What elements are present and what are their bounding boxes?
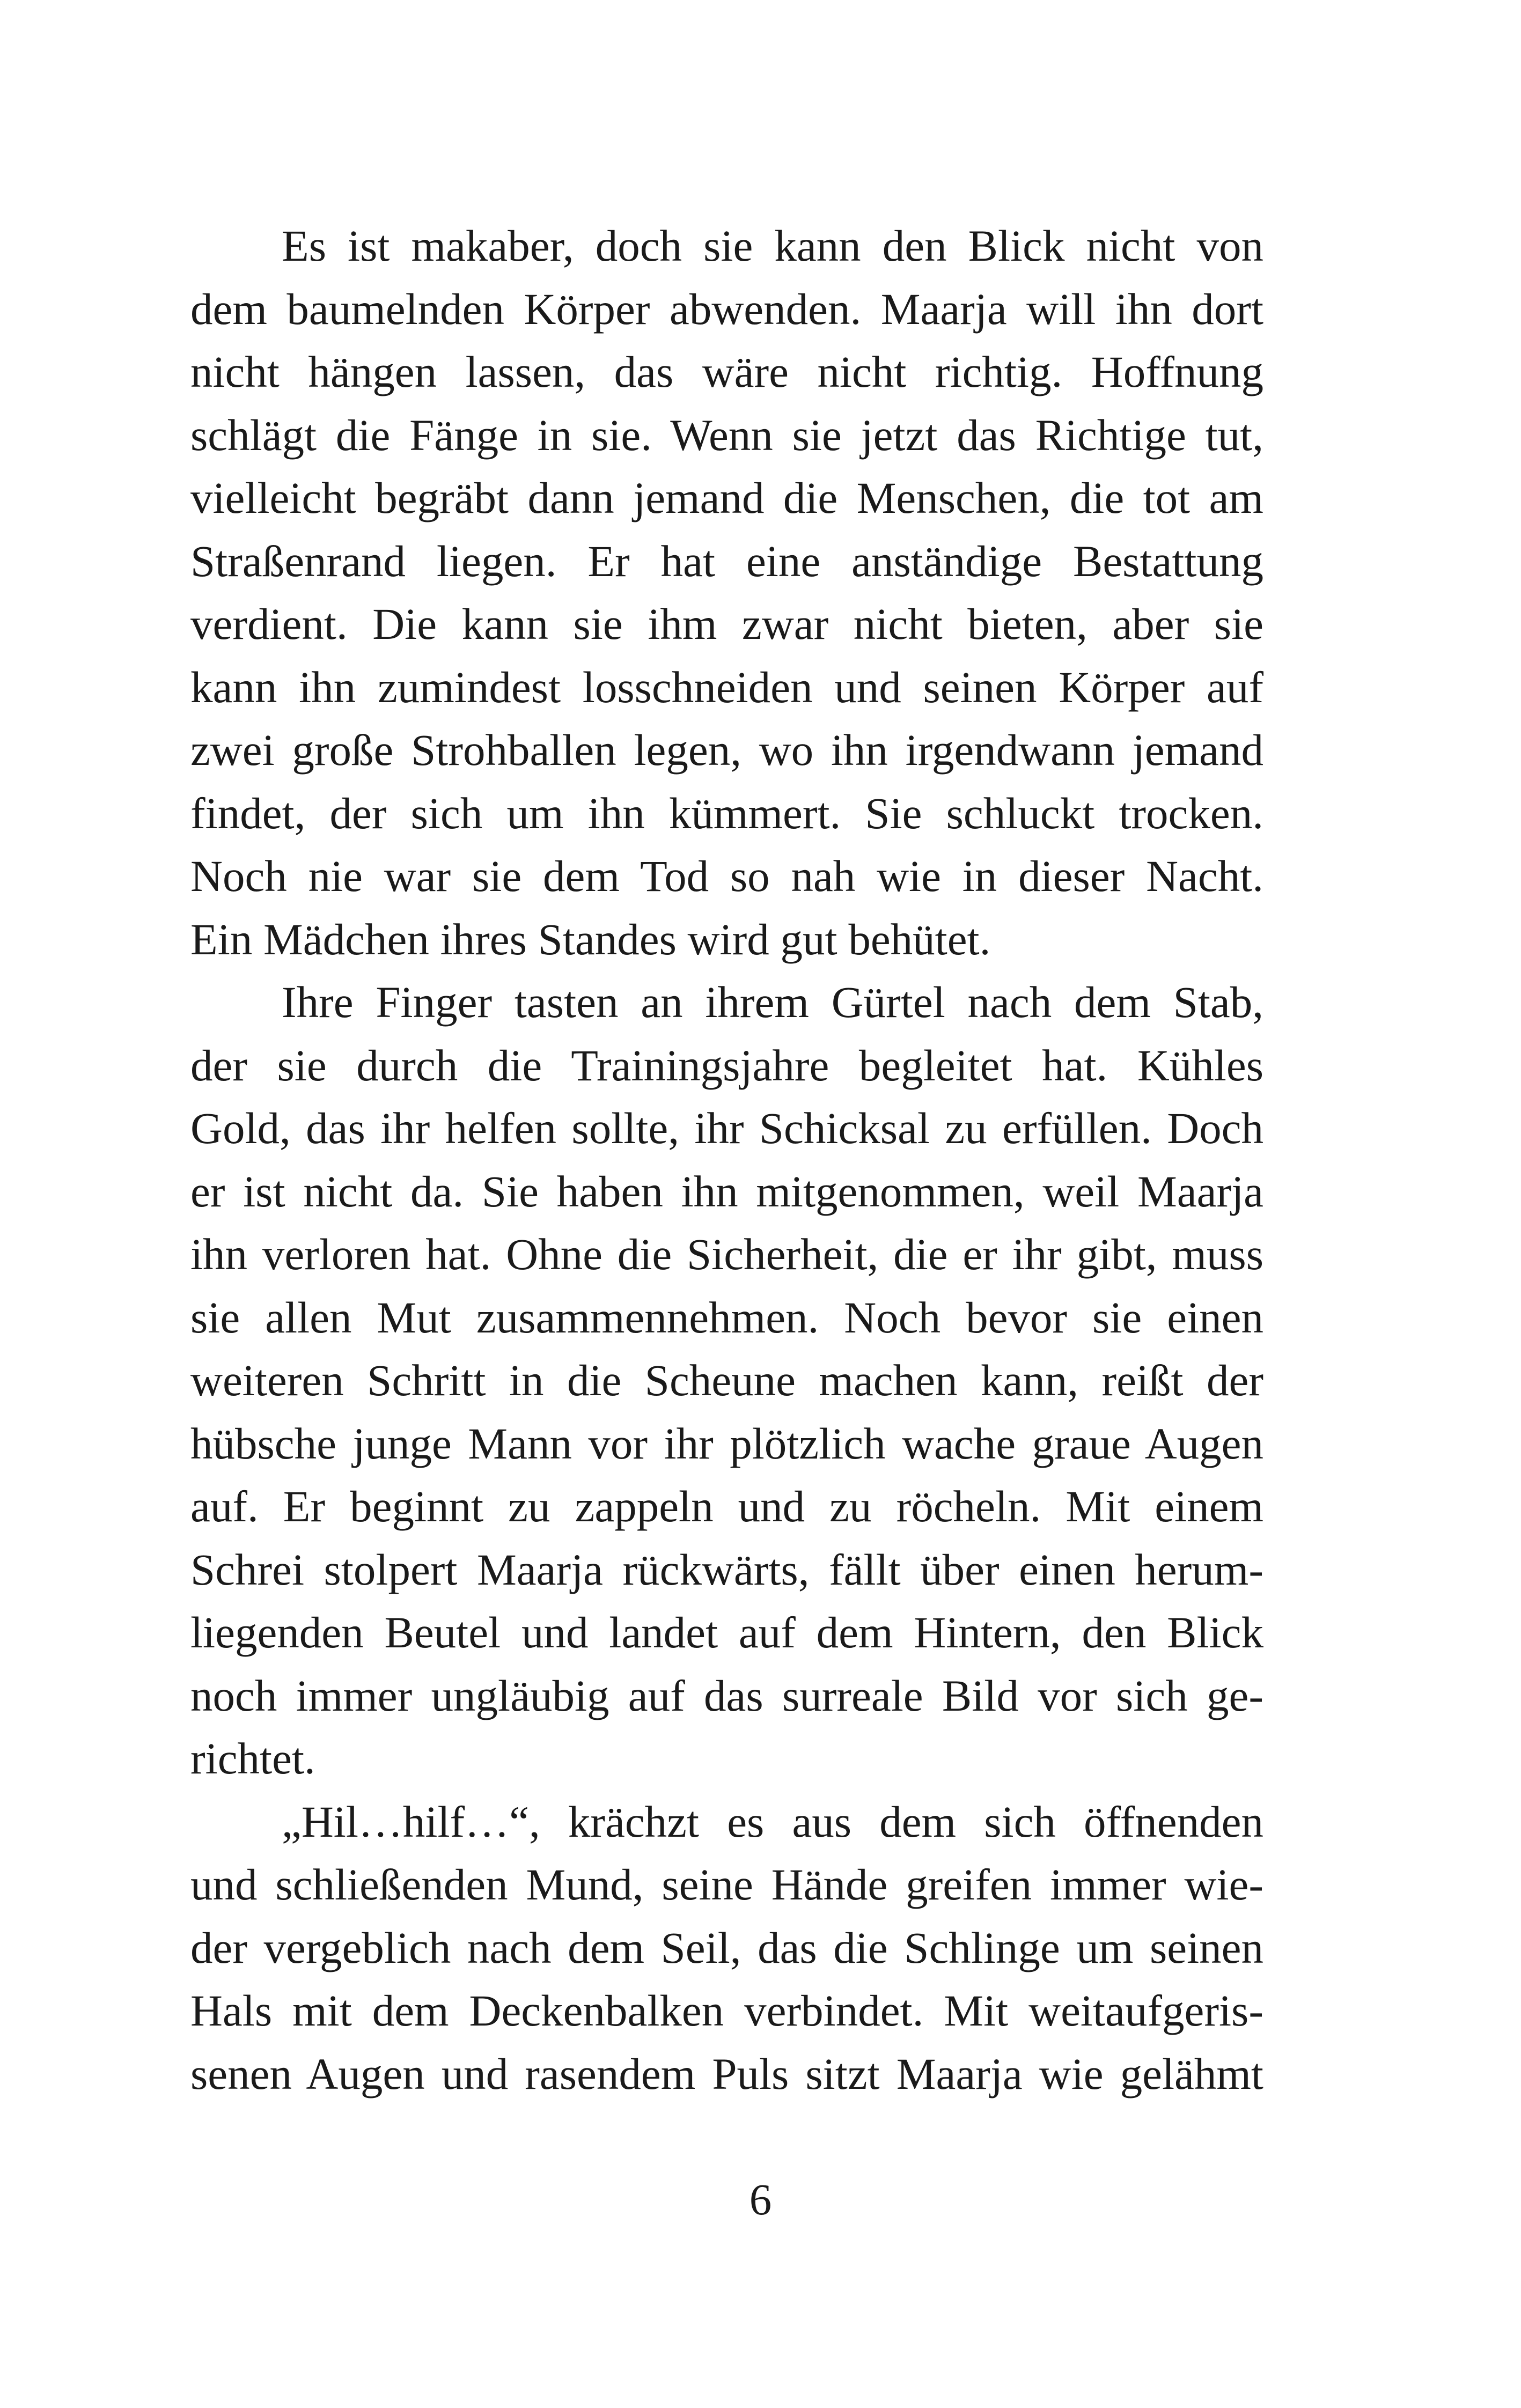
text-line: findet, der sich um ihn kümmert. Sie schluckt trocken.: [190, 788, 1263, 838]
text-line: „Hil…hilf…“, krächzt es aus dem sich öffnenden: [282, 1796, 1263, 1846]
text-line: hübsche junge Mann vor ihr plötzlich wache graue Augen: [190, 1418, 1263, 1468]
text-line: und schließenden Mund, seine Hände greifen immer wie-: [190, 1860, 1263, 1909]
page-number: 6: [749, 2175, 772, 2224]
text-line: vielleicht begräbt dann jemand die Menschen, die tot am: [190, 473, 1263, 522]
text-line: Ihre Finger tasten an ihrem Gürtel nach dem Stab,: [282, 977, 1263, 1027]
text-line: Straßenrand liegen. Er hat eine anständige Bestattung: [190, 536, 1263, 586]
text-line: ihn verloren hat. Ohne die Sicherheit, die er ihr gibt, muss: [190, 1229, 1263, 1279]
text-line: auf. Er beginnt zu zappeln und zu röcheln. Mit einem: [190, 1482, 1263, 1531]
text-line: weiteren Schritt in die Scheune machen kann, reißt der: [190, 1356, 1263, 1405]
text-line: liegenden Beutel und landet auf dem Hintern, den Blick: [190, 1608, 1263, 1657]
text-line: Ein Mädchen ihres Standes wird gut behütet.: [190, 914, 991, 964]
text-line: Gold, das ihr helfen sollte, ihr Schicksal zu erfüllen. Doch: [190, 1103, 1263, 1153]
text-line: er ist nicht da. Sie haben ihn mitgenommen, weil Maarja: [190, 1166, 1263, 1216]
text-line: sie allen Mut zusammennehmen. Noch bevor sie einen: [190, 1292, 1263, 1342]
text-line: dem baumelnden Körper abwenden. Maarja will ihn dort: [190, 284, 1263, 334]
text-line: Es ist makaber, doch sie kann den Blick nicht von: [282, 221, 1263, 270]
text-line: noch immer ungläubig auf das surreale Bild vor sich ge-: [190, 1670, 1263, 1720]
text-line: Schrei stolpert Maarja rückwärts, fällt über einen herum-: [190, 1544, 1263, 1594]
text-line: der sie durch die Trainingsjahre begleitet hat. Kühles: [190, 1040, 1263, 1090]
text-line: richtet.: [190, 1734, 315, 1783]
body-text: [190, 215, 1263, 2105]
text-line: Noch nie war sie dem Tod so nah wie in dieser Nacht.: [190, 851, 1263, 901]
text-line: schlägt die Fänge in sie. Wenn sie jetzt das Richtige tut,: [190, 410, 1263, 460]
text-line: kann ihn zumindest losschneiden und seinen Körper auf: [190, 662, 1263, 712]
text-line: zwei große Strohballen legen, wo ihn irgendwann jemand: [190, 725, 1263, 775]
text-line: Hals mit dem Deckenbalken verbindet. Mit weitaufgeris-: [190, 1986, 1263, 2035]
text-line: senen Augen und rasendem Puls sitzt Maarja wie gelähmt: [190, 2049, 1263, 2098]
text-line: nicht hängen lassen, das wäre nicht richtig. Hoffnung: [190, 347, 1263, 396]
text-line: der vergeblich nach dem Seil, das die Schlinge um seinen: [190, 1923, 1263, 1972]
text-line: verdient. Die kann sie ihm zwar nicht bieten, aber sie: [190, 599, 1263, 649]
